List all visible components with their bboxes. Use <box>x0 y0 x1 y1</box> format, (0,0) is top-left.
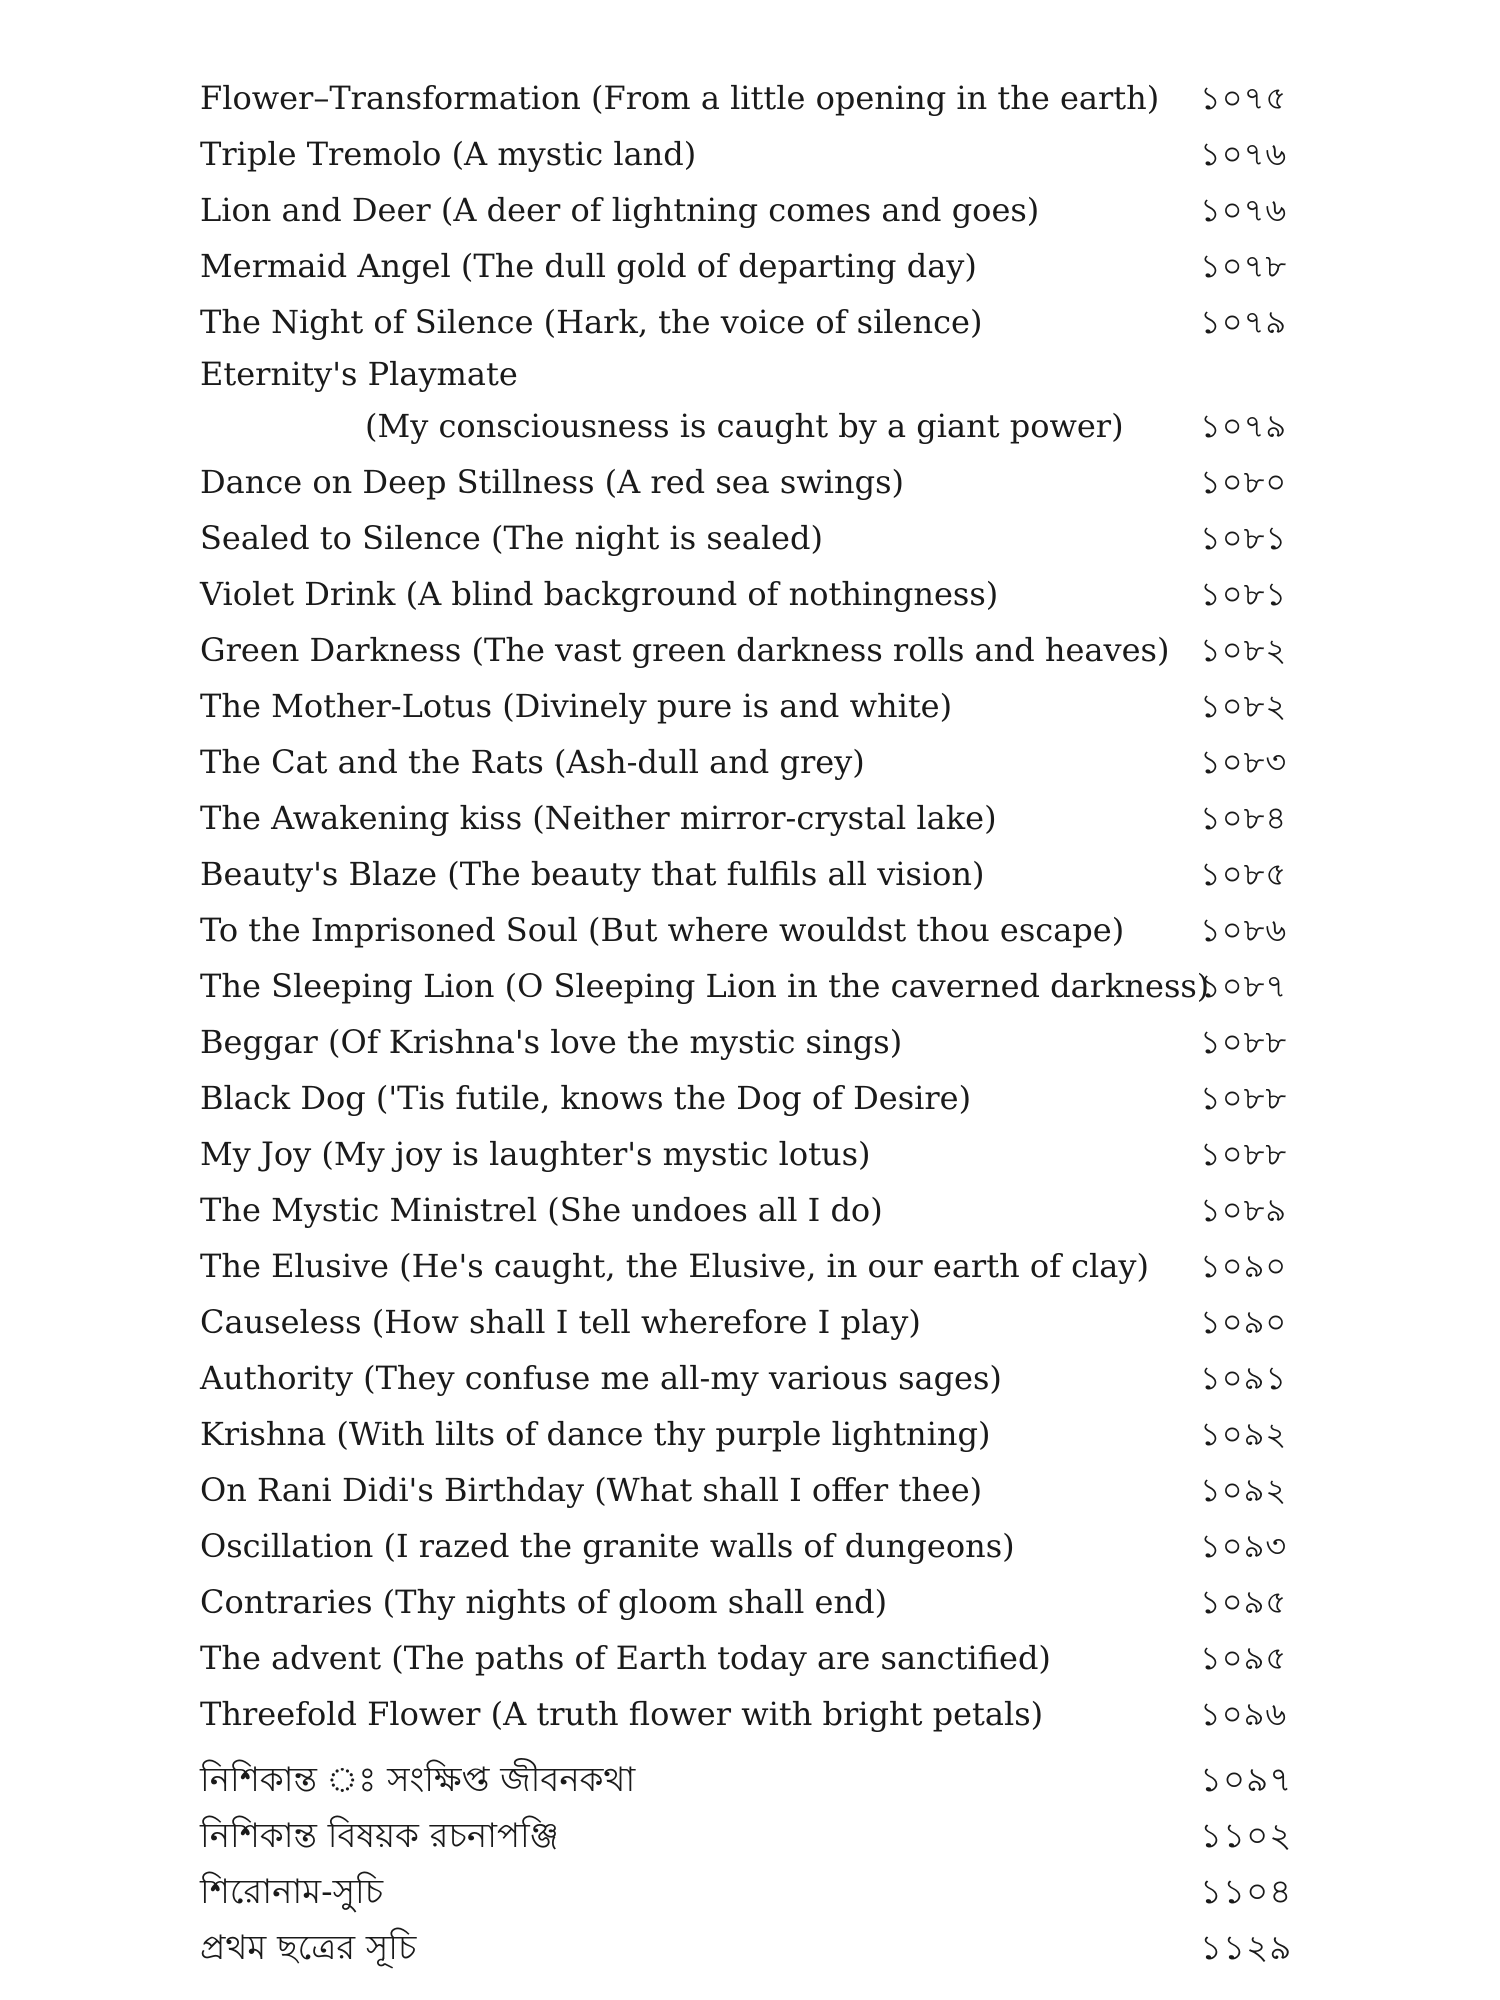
entry-page-number: ১০৮২ <box>1200 687 1288 725</box>
toc-entry <box>200 1238 1320 1294</box>
toc-entry <box>200 622 1320 678</box>
toc-entry <box>200 1462 1320 1518</box>
entry-title: Oscillation (I razed the granite walls of dungeons) <box>200 1527 1015 1565</box>
entry-subtitle: (My consciousness is caught by a giant power) <box>365 407 1124 445</box>
entry-page-number: ১১২৯ <box>1200 1928 1293 1968</box>
toc-entry <box>200 1070 1320 1126</box>
entry-title: The Night of Silence (Hark, the voice of silence) <box>200 303 983 341</box>
entry-page-number: ১০৯৫ <box>1200 1639 1288 1677</box>
entry-page-number: ১০৭৯ <box>1200 303 1288 341</box>
entry-title: Green Darkness (The vast green darkness rolls and heaves) <box>200 631 1170 669</box>
toc-entry <box>200 1350 1320 1406</box>
entry-title: নিশিকান্ত ঃ সংক্ষিপ্ত জীবনকথা <box>200 1760 636 1800</box>
toc-entry <box>200 846 1320 902</box>
entry-title: The Cat and the Rats (Ash-dull and grey) <box>200 743 865 781</box>
entry-title: শিরোনাম-সুচি <box>200 1872 384 1912</box>
entry-page-number: ১০৯২ <box>1200 1415 1288 1453</box>
entry-title: Beauty's Blaze (The beauty that fulfils all vision) <box>200 855 985 893</box>
entry-page-number: ১০৯৬ <box>1200 1695 1288 1733</box>
entry-title: Flower–Transformation (From a little opening in the earth) <box>200 79 1160 117</box>
toc-entry-bengali <box>200 1920 1320 1976</box>
entry-title: Contraries (Thy nights of gloom shall end) <box>200 1583 888 1621</box>
entry-page-number: ১০৯২ <box>1200 1471 1288 1509</box>
entry-title: Dance on Deep Stillness (A red sea swings) <box>200 463 904 501</box>
toc-entry <box>200 182 1320 238</box>
entry-page-number: ১০৯৩ <box>1200 1527 1288 1565</box>
entry-page-number: ১১০২ <box>1200 1816 1293 1856</box>
toc-entry <box>200 566 1320 622</box>
toc-entry <box>200 1294 1320 1350</box>
entry-page-number: ১০৮৯ <box>1200 1191 1288 1229</box>
entry-page-number: ১০৮২ <box>1200 631 1288 669</box>
table-of-contents <box>200 70 1320 1976</box>
toc-entry <box>200 1406 1320 1462</box>
entry-title: Lion and Deer (A deer of lightning comes and goes) <box>200 191 1040 229</box>
section-gap <box>200 1742 1320 1752</box>
entry-title: The Awakening kiss (Neither mirror-crystal lake) <box>200 799 997 837</box>
entry-page-number: ১০৮১ <box>1200 575 1288 613</box>
toc-entry <box>200 294 1320 350</box>
entry-page-number: ১০৭৯ <box>1200 407 1288 445</box>
entry-page-number: ১০৮৩ <box>1200 743 1288 781</box>
toc-entry <box>200 1126 1320 1182</box>
entry-page-number: ১০৯০ <box>1200 1247 1288 1285</box>
entry-title: On Rani Didi's Birthday (What shall I offer thee) <box>200 1471 983 1509</box>
entry-title: The Sleeping Lion (O Sleeping Lion in the caverned darkness) <box>200 967 1210 1005</box>
entry-page-number: ১০৯৭ <box>1200 1760 1293 1800</box>
toc-entry <box>200 1182 1320 1238</box>
toc-entry-heading <box>200 350 1320 398</box>
entry-title: Beggar (Of Krishna's love the mystic sings) <box>200 1023 903 1061</box>
entry-page-number: ১০৭৬ <box>1200 135 1288 173</box>
toc-entry <box>200 1574 1320 1630</box>
entry-title: Eternity's Playmate <box>200 355 518 393</box>
toc-entry <box>200 126 1320 182</box>
toc-entry <box>200 734 1320 790</box>
entry-title: Triple Tremolo (A mystic land) <box>200 135 697 173</box>
toc-entry <box>200 1686 1320 1742</box>
entry-title: Causeless (How shall I tell wherefore I play) <box>200 1303 921 1341</box>
toc-entry-bengali <box>200 1864 1320 1920</box>
entry-title: নিশিকান্ত বিষয়ক রচনাপঞ্জি <box>200 1816 559 1856</box>
entry-title: To the Imprisoned Soul (But where wouldst thou escape) <box>200 911 1125 949</box>
toc-entry <box>200 678 1320 734</box>
entry-title: The Elusive (He's caught, the Elusive, in our earth of clay) <box>200 1247 1149 1285</box>
toc-entry-bengali <box>200 1808 1320 1864</box>
entry-page-number: ১০৯১ <box>1200 1359 1288 1397</box>
toc-entry <box>200 958 1320 1014</box>
entry-title: The Mother-Lotus (Divinely pure is and white) <box>200 687 953 725</box>
toc-entry <box>200 70 1320 126</box>
entry-title: The advent (The paths of Earth today are sanctified) <box>200 1639 1051 1677</box>
entry-page-number: ১১০৪ <box>1200 1872 1293 1912</box>
toc-entry <box>200 238 1320 294</box>
entry-title: Sealed to Silence (The night is sealed) <box>200 519 823 557</box>
entry-page-number: ১০৯৫ <box>1200 1583 1288 1621</box>
toc-entry <box>200 1518 1320 1574</box>
toc-entry <box>200 902 1320 958</box>
entry-page-number: ১০৮৪ <box>1200 799 1288 837</box>
entry-title: My Joy (My joy is laughter's mystic lotus) <box>200 1135 871 1173</box>
entry-page-number: ১০৯০ <box>1200 1303 1288 1341</box>
entry-title: Threefold Flower (A truth flower with bright petals) <box>200 1695 1044 1733</box>
entry-page-number: ১০৮৮ <box>1200 1135 1288 1173</box>
toc-entry <box>200 510 1320 566</box>
entry-title: Mermaid Angel (The dull gold of departing day) <box>200 247 977 285</box>
toc-entry <box>200 1630 1320 1686</box>
entry-page-number: ১০৭৫ <box>1200 79 1288 117</box>
toc-entry <box>200 790 1320 846</box>
entry-page-number: ১০৮৬ <box>1200 911 1288 949</box>
entry-page-number: ১০৭৮ <box>1200 247 1288 285</box>
entry-title: Authority (They confuse me all-my various sages) <box>200 1359 1002 1397</box>
entry-page-number: ১০৮৭ <box>1200 967 1288 1005</box>
entry-title: প্রথম ছত্রের সূচি <box>200 1928 417 1968</box>
toc-entry <box>200 1014 1320 1070</box>
entry-page-number: ১০৮৮ <box>1200 1023 1288 1061</box>
entry-title: Violet Drink (A blind background of nothingness) <box>200 575 999 613</box>
entry-page-number: ১০৮১ <box>1200 519 1288 557</box>
entry-title: Krishna (With lilts of dance thy purple lightning) <box>200 1415 991 1453</box>
entry-page-number: ১০৮০ <box>1200 463 1288 501</box>
entry-page-number: ১০৮৫ <box>1200 855 1288 893</box>
entry-title: Black Dog ('Tis futile, knows the Dog of Desire) <box>200 1079 972 1117</box>
toc-entry-bengali <box>200 1752 1320 1808</box>
entry-page-number: ১০৭৬ <box>1200 191 1288 229</box>
toc-entry <box>200 454 1320 510</box>
entry-title: The Mystic Ministrel (She undoes all I do) <box>200 1191 883 1229</box>
entry-page-number: ১০৮৮ <box>1200 1079 1288 1117</box>
toc-entry-continuation <box>200 398 1320 454</box>
